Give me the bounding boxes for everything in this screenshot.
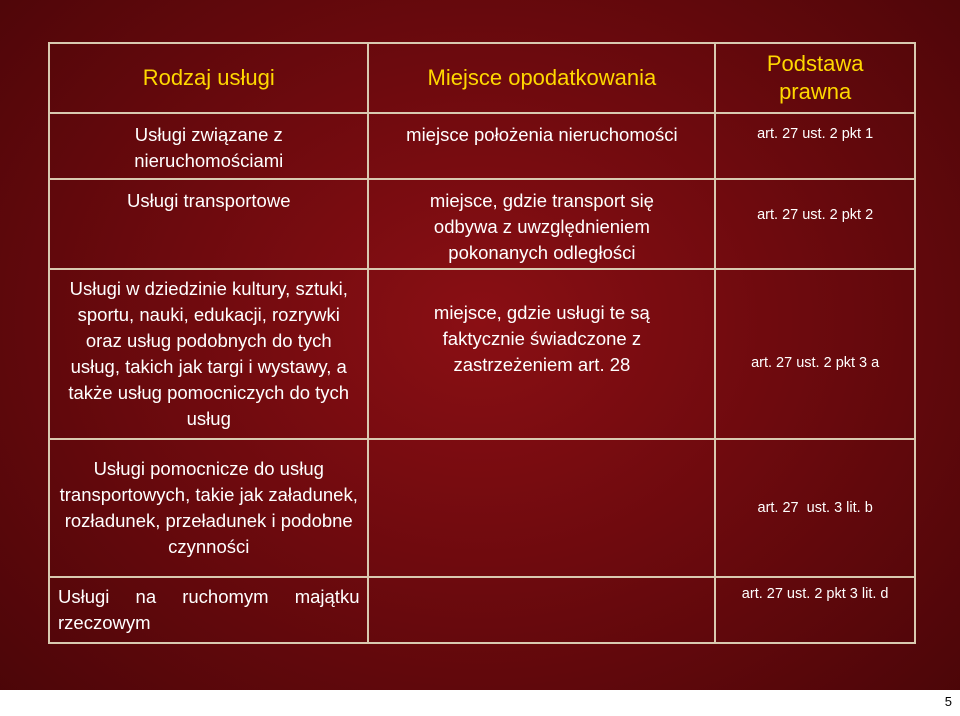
header-legal-basis: Podstawa prawna: [715, 43, 915, 113]
place-cell: miejsce, gdzie transport się odbywa z uwzględnieniem pokonanych odległości: [368, 179, 715, 269]
table-row: [49, 113, 915, 179]
place-cell: [368, 577, 715, 643]
table-row: [49, 577, 915, 643]
service-cell: Usługi transportowe: [49, 179, 368, 269]
place-cell: miejsce, gdzie usługi te są faktycznie świadczone z zastrzeżeniem art. 28: [368, 269, 715, 439]
header-row: [49, 43, 915, 113]
table-row: [49, 269, 915, 439]
legal-basis-cell: art. 27 ust. 2 pkt 2: [715, 179, 915, 269]
service-cell: Usługi na ruchomym majątku rzeczowym: [49, 577, 368, 643]
table-row: [49, 439, 915, 577]
page-number: 5: [944, 694, 952, 709]
services-table: [48, 42, 916, 644]
place-cell: miejsce położenia nieruchomości: [368, 113, 715, 179]
legal-basis-cell: art. 27 ust. 3 lit. b: [715, 439, 915, 577]
legal-basis-cell: art. 27 ust. 2 pkt 3 a: [715, 269, 915, 439]
table-row: [49, 179, 915, 269]
service-cell: Usługi pomocnicze do usług transportowych, takie jak załadunek, rozładunek, przeładunek i podobne czynności: [49, 439, 368, 577]
place-cell: [368, 439, 715, 577]
legal-basis-cell: art. 27 ust. 2 pkt 1: [715, 113, 915, 179]
legal-basis-cell: art. 27 ust. 2 pkt 3 lit. d: [715, 577, 915, 643]
header-tax-place: Miejsce opodatkowania: [368, 43, 715, 113]
header-service-type: Rodzaj usługi: [49, 43, 368, 113]
service-cell: Usługi w dziedzinie kultury, sztuki, sportu, nauki, edukacji, rozrywki oraz usług podobnych do tych usług, takich jak targi i wystawy, a także usług pomocniczych do tych usług: [49, 269, 368, 439]
service-cell: Usługi związane z nieruchomościami: [49, 113, 368, 179]
footer-bar: [0, 690, 960, 716]
